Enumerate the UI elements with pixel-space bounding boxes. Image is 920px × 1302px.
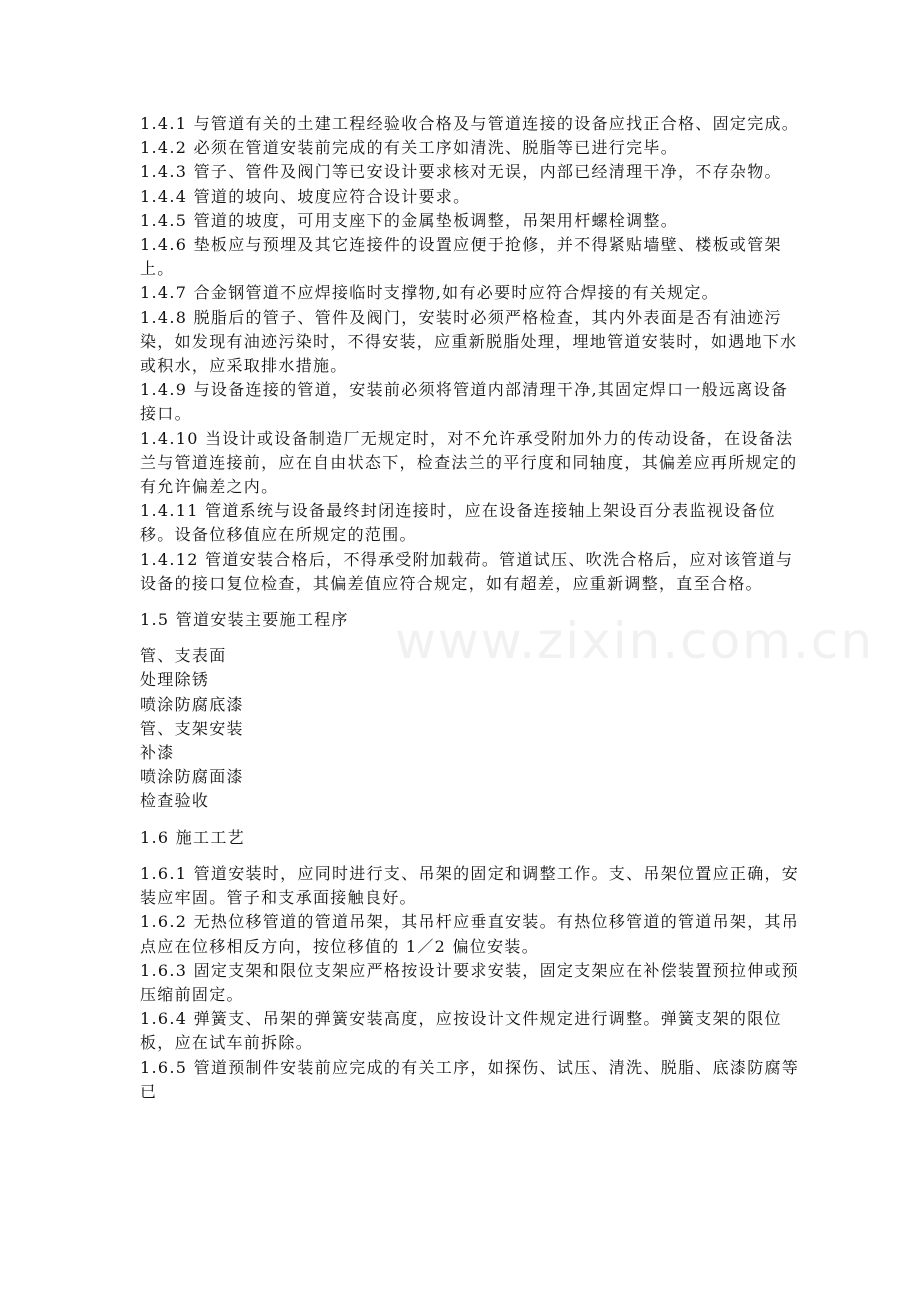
paragraph-1-4-6: 1.4.6 垫板应与预埋及其它连接件的设置应便于抢修，并不得紧贴墙壁、楼板或管架上。 [140, 235, 782, 279]
procedure-step: 补漆 [140, 743, 175, 763]
section-1-6 [140, 826, 800, 1104]
section-gap [140, 850, 800, 862]
paragraph-1-4-4: 1.4.4 管道的坡向、坡度应符合设计要求。 [140, 186, 471, 206]
procedure-step: 喷涂防腐底漆 [140, 694, 244, 714]
paragraph-1-4-1: 1.4.1 与管道有关的土建工程经验收合格及与管道连接的设备应找正合格、固定完成。 [140, 114, 800, 133]
paragraph-1-4-12: 1.4.12 管道安装合格后，不得承受附加载荷。管道试压、吹洗合格后，应对该管道与设备的接口复位检查，其偏差值应符合规定，如有超差，应重新调整，直至合格。 [140, 549, 794, 593]
paragraph-1-6-5: 1.6.5 管道预制件安装前应完成的有关工序，如探伤、试压、清洗、脱脂、底漆防腐等已 [140, 1057, 800, 1101]
paragraph-1-4-7: 1.4.7 合金钢管道不应焊接临时支撑物,如有必要时应符合焊接的有关规定。 [140, 283, 719, 303]
paragraph-1-4-11: 1.4.11 管道系统与设备最终封闭连接时，应在设备连接轴上架设百分表监视设备位移。设备位移值应在所规定的范围。 [140, 501, 776, 545]
paragraph-1-4-3: 1.4.3 管子、管件及阀门等已安设计要求核对无误，内部已经清理干净，不存杂物。 [140, 162, 782, 182]
procedure-step: 处理除锈 [140, 670, 210, 690]
section-gap [140, 632, 800, 644]
watermark: www.zixin.com.cn [395, 612, 875, 670]
paragraph-1-4-10: 1.4.10 当设计或设备制造厂无规定时，对不允许承受附加外力的传动设备，在设备法兰与管道连接前，应在自由状态下，检查法兰的平行度和同轴度，其偏差应再所规定的有允许偏差之内。 [140, 428, 798, 497]
section-gap [140, 814, 800, 826]
paragraph-1-6-2: 1.6.2 无热位移管道的管道吊架，其吊杆应垂直安装。有热位移管道的管道吊架，其吊点应在位移相反方向，按位移值的 1／2 偏位安装。 [140, 912, 800, 956]
section-1-4 [140, 112, 800, 596]
paragraph-1-6-1: 1.6.1 管道安装时，应同时进行支、吊架的固定和调整工作。支、吊架位置应正确，安装应牢固。管子和支承面接触良好。 [140, 863, 800, 908]
procedure-step: 喷涂防腐面漆 [140, 767, 244, 787]
section-heading-1-6: 1.6 施工工艺 [140, 827, 245, 847]
paragraph-1-4-2: 1.4.2 必须在管道安装前完成的有关工序如清洗、脱脂等已进行完毕。 [140, 138, 678, 158]
section-heading-1-5: 1.5 管道安装主要施工程序 [140, 610, 349, 630]
procedure-step: 检查验收 [140, 791, 210, 811]
paragraph-1-4-5: 1.4.5 管道的坡度，可用支座下的金属垫板调整，吊架用杆螺栓调整。 [140, 210, 678, 230]
paragraph-1-6-4: 1.6.4 弹簧支、吊架的弹簧安装高度，应按设计文件规定进行调整。弹簧支架的限位板，应在试车前拆除。 [140, 1009, 782, 1053]
paragraph-1-4-8: 1.4.8 脱脂后的管子、管件及阀门，安装时必须严格检查，其内外表面是否有油迹污染，如发现有油迹污染时，不得安装，应重新脱脂处理，埋地管道安装时，如遇地下水或积水，应采取排水措施。 [140, 307, 798, 376]
document-body [140, 112, 800, 1104]
procedure-step: 管、支架安装 [140, 718, 244, 738]
section-1-5 [140, 608, 800, 814]
paragraph-1-4-9: 1.4.9 与设备连接的管道，安装前必须将管道内部清理干净,其固定焊口一般远离设备接口。 [140, 380, 789, 424]
procedure-step: 管、支表面 [140, 646, 227, 666]
section-gap [140, 596, 800, 608]
paragraph-1-6-3: 1.6.3 固定支架和限位支架应严格按设计要求安装，固定支架应在补偿装置预拉伸或预压缩前固定。 [140, 960, 800, 1004]
